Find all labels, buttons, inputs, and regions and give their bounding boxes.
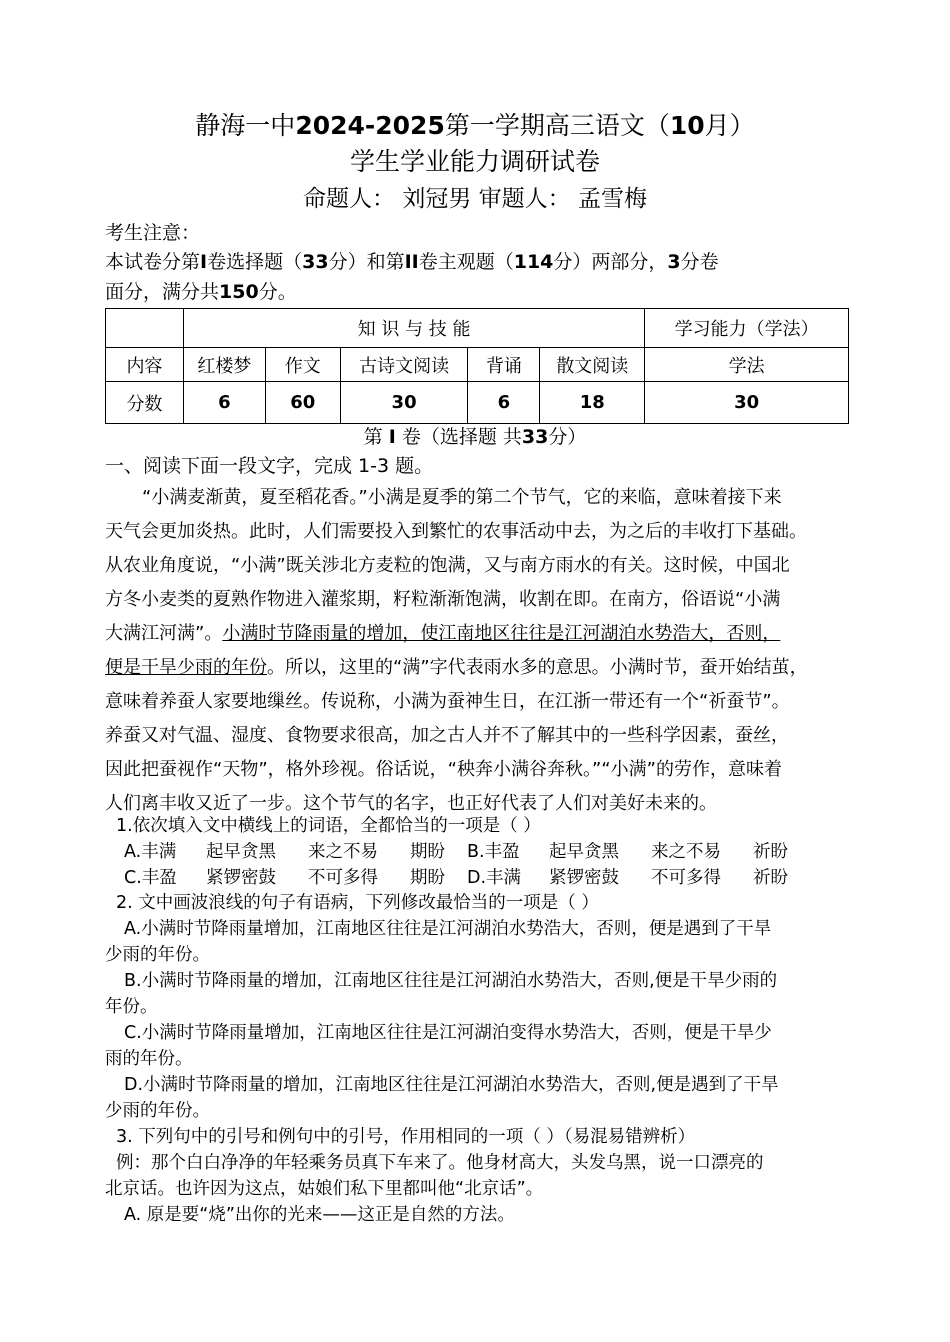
table-score-cell: 60 [265, 382, 340, 424]
table-header-cell: 作文 [265, 348, 340, 382]
question-2-option-d: D.小满时节降雨量的增加，江南地区往往是江河湖泊水势浩大，否则,便是遇到了干旱 [124, 1075, 779, 1095]
passage-line: 养蚕又对气温、湿度、食物要求很高，加之古人并不了解其中的一些科学因素，蚕丝， [105, 725, 789, 746]
question-2-option-a: A.小满时节降雨量增加，江南地区往往是江河湖泊水势浩大，否则，便是遇到了干旱 [124, 919, 772, 939]
passage-line: 天气会更加炎热。此时，人们需要投入到繁忙的农事活动中去，为之后的丰收打下基础。 [105, 521, 807, 542]
section-title: 第 I 卷（选择题 共33分） [363, 426, 587, 448]
question-2-option-b: B.小满时节降雨量的增加，江南地区往往是江河湖泊水势浩大，否则,便是干旱少雨的 [124, 971, 778, 991]
question-3-example-cont: 北京话。也许因为这点，姑娘们私下里都叫他“北京话”。 [105, 1179, 544, 1199]
question-2-stem: 2. 文中画波浪线的句子有语病，下列修改最恰当的一项是（ ） [116, 893, 599, 913]
passage-line: 方冬小麦类的夏熟作物进入灌浆期，籽粒渐渐饱满，收割在即。在南方，俗语说“小满 [105, 589, 781, 610]
passage-line: “小满麦渐黄，夏至稻花香。”小满是夏季的第二个节气，它的来临，意味着接下来 [142, 487, 782, 508]
table-header-cell: 红楼梦 [183, 348, 265, 382]
question-1-stem: 1.依次填入文中横线上的词语，全都恰当的一项是（ ） [116, 816, 541, 836]
exam-title-line1: 静海一中2024-2025第一学期高三语文（10月） [195, 111, 755, 140]
passage-line: 因此把蚕视作“天物”，格外珍视。俗话说，“秧奔小满谷奔秋。”“小满”的劳作，意味着 [105, 759, 782, 780]
passage-line: 人们离丰收又近了一步。这个节气的名字，也正好代表了人们对美好未来的。 [105, 793, 717, 814]
passage-line: 便是干旱少雨的年份。所以，这里的“满”字代表雨水多的意思。小满时节，蚕开始结茧， [105, 657, 808, 678]
notice-heading: 考生注意： [105, 222, 201, 244]
table-header-cell: 背诵 [468, 348, 540, 382]
table-row-label-content: 内容 [106, 348, 184, 382]
passage-line: 从农业角度说，“小满”既关涉北方麦粒的饱满，又与南方雨水的有关。这时候，中国北 [105, 555, 790, 576]
table-score-cell: 30 [340, 382, 468, 424]
wavy-underlined-sentence: 小满时节降雨量的增加，使江南地区往往是江河湖泊水势浩大，否则， [222, 623, 781, 644]
table-score-cell: 6 [468, 382, 540, 424]
table-group-ability: 学习能力（学法） [645, 309, 849, 348]
passage-line: 大满江河满”。小满时节降雨量的增加，使江南地区往往是江河湖泊水势浩大，否则， [105, 623, 781, 644]
table-score-cell: 18 [540, 382, 645, 424]
notice-line-2: 面分，满分共150分。 [105, 281, 297, 303]
question-group-heading: 一、阅读下面一段文字，完成 1-3 题。 [105, 455, 434, 477]
question-1-options-cd: C.丰盈 紧锣密鼓 不可多得 期盼 D.丰满 紧锣密鼓 不可多得 祈盼 [124, 868, 788, 888]
passage-line: 意味着养蚕人家要地缫丝。传说称，小满为蚕神生日，在江浙一带还有一个“祈蚕节”。 [105, 691, 790, 712]
notice-line-1: 本试卷分第I卷选择题（33分）和第II卷主观题（114分）两部分，3分卷 [105, 251, 719, 273]
question-1-options-ab: A.丰满 起早贪黑 来之不易 期盼 B.丰盈 起早贪黑 来之不易 祈盼 [124, 842, 788, 862]
table-row-label-score: 分数 [106, 382, 184, 424]
table-header-cell: 散文阅读 [540, 348, 645, 382]
question-3-stem: 3. 下列句中的引号和例句中的引号，作用相同的一项（ ）（易混易错辨析） [116, 1127, 696, 1147]
exam-authors: 命题人： 刘冠男 审题人： 孟雪梅 [303, 186, 647, 212]
score-table [105, 308, 849, 424]
question-3-example: 例：那个白白净净的年轻乘务员真下车来了。他身材高大，头发乌黑，说一口漂亮的 [116, 1153, 764, 1173]
table-score-cell: 30 [645, 382, 849, 424]
table-header-cell: 学法 [645, 348, 849, 382]
table-corner-cell [106, 309, 184, 348]
question-2-option-a-cont: 少雨的年份。 [105, 945, 210, 965]
exam-title-line2: 学生学业能力调研试卷 [349, 147, 600, 176]
wavy-underlined-sentence: 便是干旱少雨的年份 [105, 657, 267, 678]
table-score-cell: 6 [183, 382, 265, 424]
table-group-knowledge: 知 识 与 技 能 [183, 309, 644, 348]
table-header-cell: 古诗文阅读 [340, 348, 468, 382]
question-3-option-a: A. 原是要“烧”出你的光来——这正是自然的方法。 [124, 1205, 515, 1225]
question-2-option-d-cont: 少雨的年份。 [105, 1101, 210, 1121]
question-2-option-c-cont: 雨的年份。 [105, 1049, 193, 1069]
question-2-option-c: C.小满时节降雨量增加，江南地区往往是江河湖泊变得水势浩大，否则，便是干旱少 [124, 1023, 772, 1043]
question-2-option-b-cont: 年份。 [105, 997, 158, 1017]
